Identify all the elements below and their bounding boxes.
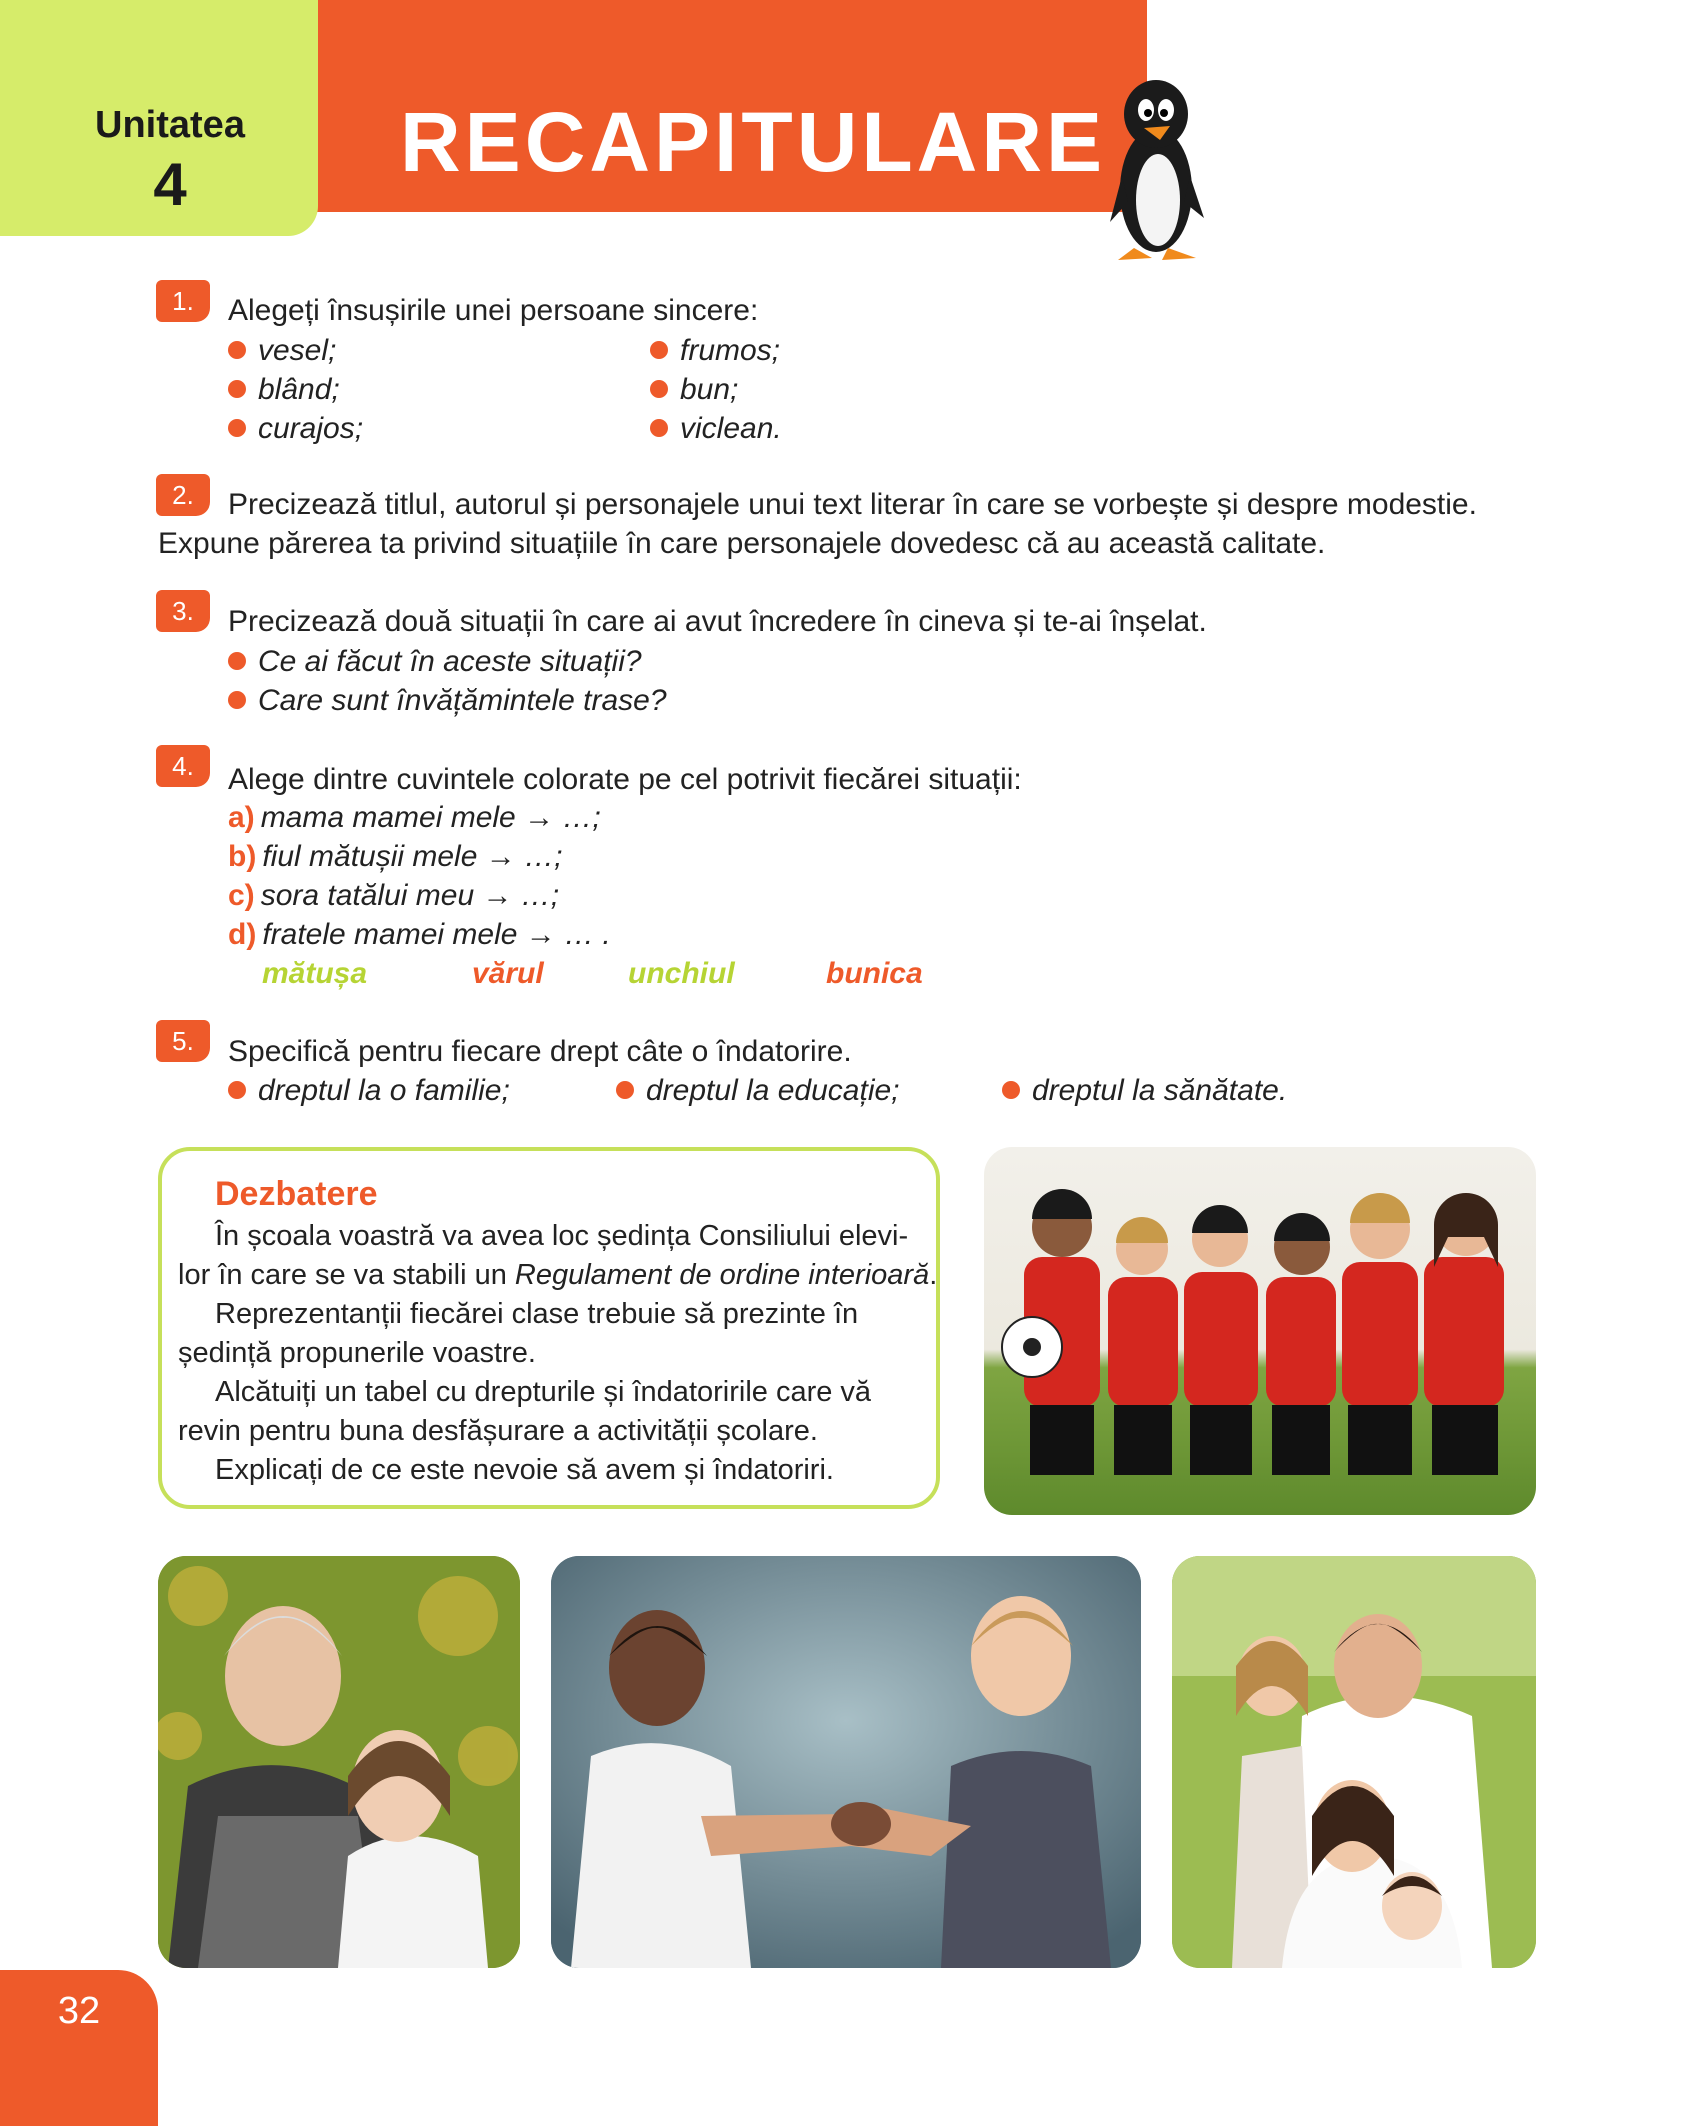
page-number: 32 xyxy=(57,1990,101,2032)
debate-title: Dezbatere xyxy=(215,1175,378,1213)
exercise-5-badge: 5. xyxy=(156,1020,210,1062)
exercise-2-text: Expune părerea ta privind situațiile în care personajele dovedesc că au această calitate. xyxy=(158,527,1326,560)
bullet-icon xyxy=(650,341,668,359)
page-title: RECAPITULARE xyxy=(400,95,1107,189)
bullet-icon xyxy=(228,652,246,670)
unit-label: Unitatea xyxy=(95,104,245,146)
ex1-option: bun; xyxy=(650,373,738,407)
bullet-icon xyxy=(616,1081,634,1099)
ex5-bullet: dreptul la o familie; xyxy=(228,1074,510,1108)
penguin-mascot-icon xyxy=(1108,72,1206,268)
ex4-item: a) mama mamei mele → …; xyxy=(228,801,601,834)
exercise-1-question: Alegeți însușirile unei persoane sincere: xyxy=(228,294,759,327)
ex1-option: blând; xyxy=(228,373,340,407)
family-photo xyxy=(1172,1556,1536,1968)
debate-line: Alcătuiți un tabel cu drepturile și îndatoririle care vă xyxy=(215,1376,872,1408)
ex4-item: c) sora tatălui meu → …; xyxy=(228,879,560,912)
ex5-bullet: dreptul la sănătate. xyxy=(1002,1074,1287,1108)
bullet-icon xyxy=(228,691,246,709)
exercise-5-question: Specifică pentru fiecare drept câte o îndatorire. xyxy=(228,1035,852,1068)
word-varul: vărul xyxy=(472,957,544,990)
debate-line: Reprezentanții fiecărei clase trebuie să prezinte în xyxy=(215,1298,859,1330)
ex1-option: vesel; xyxy=(228,334,336,368)
exercise-3-badge: 3. xyxy=(156,590,210,632)
bullet-icon xyxy=(1002,1081,1020,1099)
bullet-icon xyxy=(650,380,668,398)
handshake-photo xyxy=(551,1556,1141,1968)
children-team-photo xyxy=(984,1147,1536,1515)
bullet-icon xyxy=(228,380,246,398)
debate-line: revin pentru buna desfășurare a activității școlare. xyxy=(178,1415,818,1447)
bullet-icon xyxy=(228,419,246,437)
ex3-bullet: Ce ai făcut în aceste situații? xyxy=(228,645,642,679)
exercise-1-badge: 1. xyxy=(156,280,210,322)
ex4-item: d) fratele mamei mele → … . xyxy=(228,918,611,951)
grandmother-girl-photo xyxy=(158,1556,520,1968)
debate-line: lor în care se va stabili un Regulament de ordine interioară. xyxy=(178,1259,938,1291)
exercise-2-badge: 2. xyxy=(156,474,210,516)
exercise-2-question: Precizează titlul, autorul și personajele unui text literar în care se vorbește și despre modestie. xyxy=(228,488,1477,521)
ex3-bullet: Care sunt învățămintele trase? xyxy=(228,684,667,718)
exercise-4-badge: 4. xyxy=(156,745,210,787)
ex1-option: curajos; xyxy=(228,412,363,446)
word-unchiul: unchiul xyxy=(628,957,735,990)
ex5-bullet: dreptul la educație; xyxy=(616,1074,900,1108)
bullet-icon xyxy=(650,419,668,437)
debate-line: În școala voastră va avea loc ședința Consiliului elevi- xyxy=(215,1220,909,1252)
word-matusa: mătușa xyxy=(262,957,368,990)
unit-number: 4 xyxy=(153,151,187,218)
bullet-icon xyxy=(228,341,246,359)
exercise-3-question: Precizează două situații în care ai avut încredere în cineva și te-ai înșelat. xyxy=(228,605,1207,638)
ex1-option: viclean. xyxy=(650,412,782,446)
exercise-4-question: Alege dintre cuvintele colorate pe cel potrivit fiecărei situații: xyxy=(228,763,1022,796)
debate-line: ședință propunerile voastre. xyxy=(178,1337,536,1369)
debate-line: Explicați de ce este nevoie să avem și îndatoriri. xyxy=(215,1454,834,1486)
word-bunica: bunica xyxy=(826,957,923,990)
bullet-icon xyxy=(228,1081,246,1099)
ex4-item: b) fiul mătușii mele → …; xyxy=(228,840,563,873)
ex1-option: frumos; xyxy=(650,334,780,368)
